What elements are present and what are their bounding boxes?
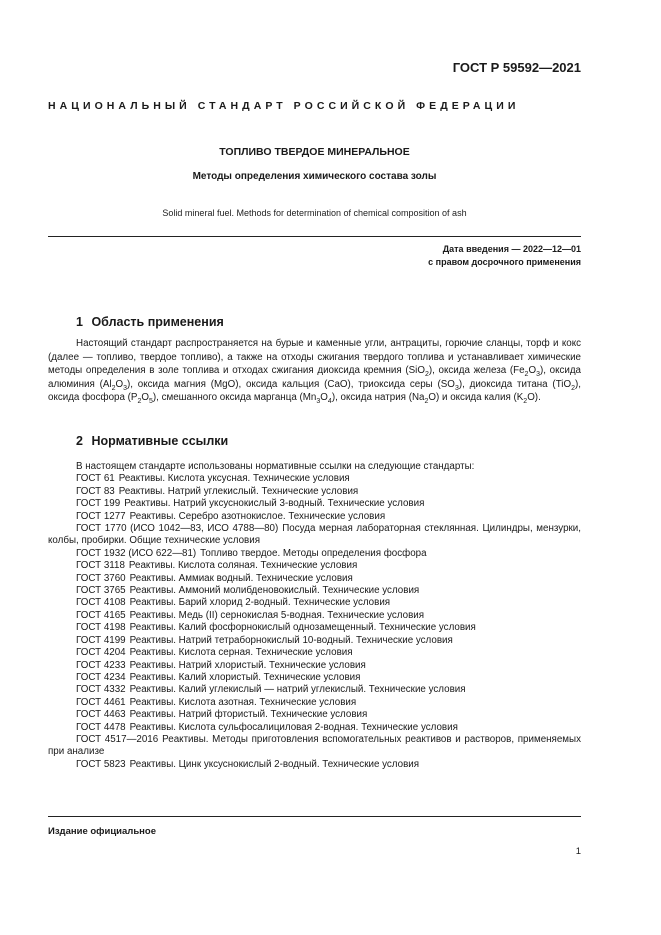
reference-code: ГОСТ 4165	[76, 609, 126, 621]
reference-code: ГОСТ 3765	[76, 585, 126, 597]
english-title: Solid mineral fuel. Methods for determination of chemical composition of ash	[162, 208, 467, 218]
reference-code: ГОСТ 1932 (ИСО 622—81)	[76, 547, 197, 559]
reference-title: Реактивы. Натрий фтористый. Технические условия	[129, 709, 368, 721]
reference-item	[48, 585, 581, 597]
section-title: Нормативные ссылки	[91, 434, 229, 448]
reference-code: ГОСТ 4108	[76, 597, 126, 609]
reference-item	[48, 647, 581, 659]
reference-title: Реактивы. Кислота серная. Технические условия	[129, 647, 353, 659]
reference-code: ГОСТ 4517—2016	[76, 733, 159, 745]
reference-item	[48, 697, 581, 709]
reference-title: Реактивы. Натрий тетраборнокислый 10-водный. Технические условия	[129, 634, 453, 646]
reference-item	[48, 610, 581, 622]
reference-title: Реактивы. Кислота соляная. Технические условия	[128, 560, 358, 572]
reference-code: ГОСТ 4198	[76, 622, 126, 634]
introduction-date-block	[428, 243, 581, 269]
reference-item	[48, 660, 581, 672]
document-code: ГОСТ Р 59592—2021	[452, 60, 581, 75]
reference-title: Реактивы. Кислота азотная. Технические условия	[129, 696, 357, 708]
national-standard-heading: НАЦИОНАЛЬНЫЙ СТАНДАРТ РОССИЙСКОЙ ФЕДЕРАЦИИ	[48, 100, 520, 112]
section-number: 1	[76, 315, 83, 329]
early-application-note: с правом досрочного применения	[428, 257, 581, 267]
reference-code: ГОСТ 61	[76, 473, 115, 485]
reference-item	[48, 684, 581, 696]
reference-item	[48, 548, 581, 560]
reference-item	[48, 511, 581, 523]
reference-item	[48, 523, 581, 548]
reference-title: Посуда мерная лабораторная стеклянная. Цилиндры, мензурки, колбы, пробирки. Общие технические условия	[48, 523, 581, 547]
reference-item	[48, 560, 581, 572]
reference-item	[48, 622, 581, 634]
reference-item	[48, 709, 581, 721]
footer-divider	[48, 816, 581, 817]
reference-title: Реактивы. Натрий уксуснокислый 3-водный. Технические условия	[124, 498, 425, 510]
reference-title: Реактивы. Калий хлористый. Технические условия	[129, 671, 361, 683]
reference-item	[48, 573, 581, 585]
reference-item	[48, 486, 581, 498]
reference-title: Реактивы. Натрий хлористый. Технические условия	[129, 659, 366, 671]
reference-item	[48, 672, 581, 684]
reference-title: Топливо твердое. Методы определения фосфора	[200, 547, 427, 559]
reference-item	[48, 498, 581, 510]
reference-title: Реактивы. Калий углекислый — натрий углекислый. Технические условия	[129, 684, 466, 696]
section-heading-references	[76, 434, 228, 448]
official-edition-label: Издание официальное	[48, 826, 156, 837]
reference-code: ГОСТ 83	[76, 485, 115, 497]
reference-code: ГОСТ 4234	[76, 671, 126, 683]
reference-title: Реактивы. Аммиак водный. Технические условия	[129, 572, 353, 584]
reference-code: ГОСТ 4204	[76, 647, 126, 659]
normative-references-list	[48, 461, 581, 771]
reference-title: Реактивы. Барий хлорид 2-водный. Технические условия	[129, 597, 391, 609]
references-intro: В настоящем стандарте использованы нормативные ссылки на следующие стандарты:	[76, 461, 475, 472]
reference-item	[48, 597, 581, 609]
title-divider	[48, 236, 581, 237]
reference-code: ГОСТ 4199	[76, 634, 126, 646]
reference-code: ГОСТ 1277	[76, 510, 126, 522]
reference-code: ГОСТ 3118	[76, 560, 125, 572]
reference-item	[48, 473, 581, 485]
reference-title: Реактивы. Аммоний молибденовокислый. Технические условия	[129, 585, 420, 597]
reference-code: ГОСТ 4233	[76, 659, 126, 671]
reference-item	[48, 734, 581, 759]
reference-code: ГОСТ 4332	[76, 684, 126, 696]
reference-title: Реактивы. Серебро азотнокислое. Технические условия	[129, 510, 386, 522]
reference-title: Реактивы. Натрий углекислый. Технические условия	[118, 485, 359, 497]
reference-item	[48, 759, 581, 771]
reference-title: Реактивы. Кислота сульфосалициловая 2-водная. Технические условия	[129, 721, 458, 733]
reference-code: ГОСТ 1770 (ИСО 1042—83, ИСО 4788—80)	[76, 523, 279, 535]
reference-code: ГОСТ 4478	[76, 721, 126, 733]
reference-code: ГОСТ 3760	[76, 572, 126, 584]
document-title: ТОПЛИВО ТВЕРДОЕ МИНЕРАЛЬНОЕ	[219, 146, 410, 158]
document-subtitle: Методы определения химического состава золы	[192, 171, 437, 182]
reference-code: ГОСТ 4461	[76, 696, 126, 708]
section-title: Область применения	[91, 315, 224, 329]
reference-item	[48, 635, 581, 647]
scope-paragraph: Настоящий стандарт распространяется на бурые и каменные угли, антрациты, горючие сланцы, торф и кокс (далее — топливо, твердое топливо), а также на отходы сжигания твердого топлива и устанавливает химические методы определения в золе топлива и отходах сжигания диоксида кремния (SiO$_2$), оксида железа $(Fe_2O_3)$, оксида алюминия $(Al_2O_3)$, оксида магния (MgO), оксида кальция (CaO), триоксида серы $(SO_3)$, диоксида титана (TiO$_2$), оксида фосфора $(P_2O_5)$, смешанного оксида марганца $(Mn_3O_4)$, оксида натрия $(Na_2O)$ и оксида калия $(K_2O)$.	[48, 338, 582, 406]
introduction-date: Дата введения — 2022—12—01	[442, 244, 581, 254]
reference-code: ГОСТ 199	[76, 498, 121, 510]
reference-title: Реактивы. Методы приготовления вспомогательных реактивов и растворов, применяемых при анализе	[48, 733, 581, 758]
reference-title: Реактивы. Кислота уксусная. Технические условия	[118, 473, 350, 485]
reference-title: Реактивы. Калий фосфорнокислый однозамещенный. Технические условия	[129, 622, 476, 634]
reference-item	[48, 722, 581, 734]
reference-title: Реактивы. Медь (II) сернокислая 5-водная. Технические условия	[129, 609, 425, 621]
reference-code: ГОСТ 5823	[76, 758, 126, 770]
page-number: 1	[575, 846, 581, 857]
section-heading-scope	[76, 315, 224, 329]
reference-title: Реактивы. Цинк уксуснокислый 2-водный. Технические условия	[129, 758, 420, 770]
section-number: 2	[76, 434, 83, 448]
reference-code: ГОСТ 4463	[76, 709, 126, 721]
